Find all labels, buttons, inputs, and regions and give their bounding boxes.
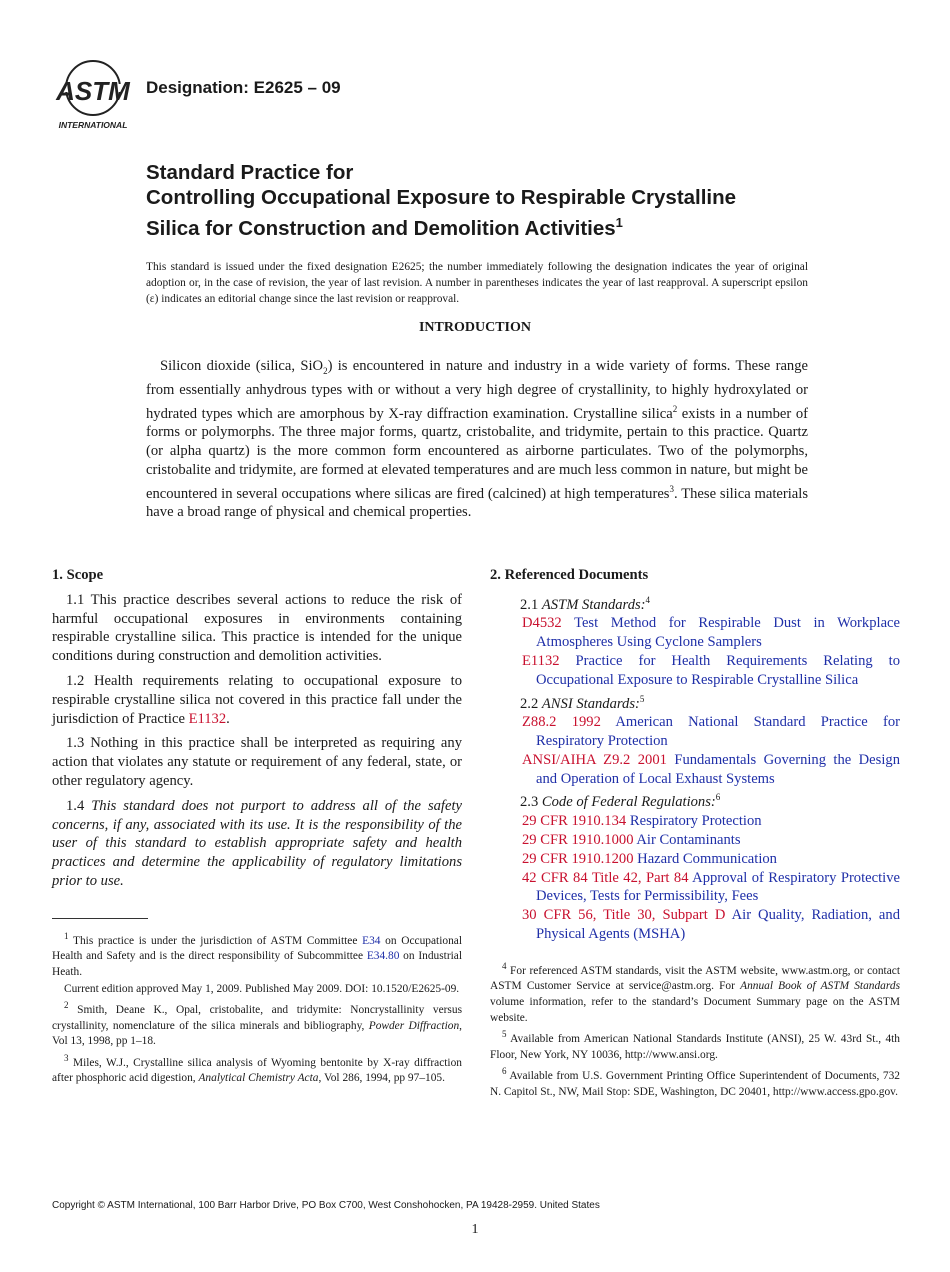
footnote-2 bbox=[52, 998, 462, 1050]
link-e34-80[interactable]: E34.80 bbox=[366, 950, 400, 963]
reference-code[interactable]: 29 CFR 1910.134 bbox=[522, 813, 627, 830]
scope-1-1: 1.1 This practice describes several actions to reduce the risk of harmful occupational exposures in environments containing respirable crystalline silica. This practice is intended for the unique conditions during construction and demolition activities. bbox=[52, 591, 462, 665]
cfr-sup: 6 bbox=[715, 792, 721, 803]
cfr-heading bbox=[506, 788, 900, 812]
astm-logo-graphic bbox=[52, 58, 134, 132]
fn1-b: on Occupational Health and Safety and is the direct responsibility of Subcommittee bbox=[52, 934, 462, 963]
title-line-3-text: Silica for Construction and Demolition Activities bbox=[146, 216, 616, 240]
fn6-text: Available from U.S. Government Printing Office Superintendent of Documents, 732 N. Capitol St., NW, Mail Stop: SDE, Washington, DC 20401, http://www.access.gpo.gov. bbox=[490, 1069, 900, 1098]
astm-standards-heading bbox=[506, 591, 900, 615]
document-title bbox=[146, 160, 846, 241]
intro-sub-2: 2 bbox=[323, 365, 328, 376]
reference-code[interactable]: 29 CFR 1910.1200 bbox=[522, 850, 634, 867]
introduction-text bbox=[146, 357, 808, 522]
reference-title[interactable]: Respiratory Protection bbox=[629, 813, 762, 830]
designation: Designation: E2625 – 09 bbox=[146, 78, 341, 97]
footnote-4 bbox=[490, 959, 900, 1026]
fn2-ital: Powder Diffraction bbox=[368, 1019, 460, 1032]
reference-title[interactable]: Air Contaminants bbox=[636, 831, 741, 848]
introduction-heading: INTRODUCTION bbox=[418, 320, 531, 335]
link-e1132[interactable]: E1132 bbox=[188, 710, 227, 727]
intro-part-3: exists in a number of forms or polymorphs. The three major forms, quartz, cristobalite, and tridymite, pertain to this practice. Quartz (or alpha quartz) is the more common form encountered as airborne particulates. Two of the polymorphs, cristobalite and tridymite, are formed at elevated temperatures and are much less common in nature, but might be encountered in several occupations where silicas are fired (calcined) at high temperatures bbox=[146, 405, 808, 502]
fn3-b: , Vol 286, 1994, pp 97–105. bbox=[318, 1072, 445, 1085]
astm-logo bbox=[52, 58, 134, 132]
reference-code[interactable]: 30 CFR 56, Title 30, Subpart D bbox=[522, 907, 726, 924]
footnotes-left bbox=[52, 929, 462, 1088]
scope-1-3: 1.3 Nothing in this practice shall be interpreted as requiring any action that violates any statute or requirement of any federal, state, or other regulatory agency. bbox=[52, 735, 462, 789]
cfr-num: 2.3 bbox=[520, 794, 542, 811]
reference-title[interactable]: Approval of Respiratory Protective Devices, Tests for Permissibility, Fees bbox=[536, 869, 900, 905]
reference-title[interactable]: Practice for Health Requirements Relating to Occupational Exposure to Respirable Crystalline Silica bbox=[536, 653, 900, 688]
ansi-label: ANSI Standards: bbox=[541, 695, 640, 712]
intro-part-4: . These silica materials have a broad range of physical and chemical properties. bbox=[146, 485, 809, 521]
astm-sup: 4 bbox=[645, 594, 651, 605]
scope-1-2-end: . bbox=[226, 710, 230, 727]
reference-code[interactable]: ANSI/AIHA Z9.2 2001 bbox=[522, 751, 667, 768]
footnote-3 bbox=[52, 1051, 462, 1087]
reference-title[interactable]: American National Standard Practice for Respiratory Protection bbox=[536, 714, 900, 750]
reference-item[interactable] bbox=[506, 850, 900, 869]
reference-item[interactable] bbox=[506, 831, 900, 850]
ansi-standards-heading bbox=[506, 690, 900, 714]
scope-1-4-text: This standard does not purport to address all of the safety concerns, if any, associated with its use. It is the responsibility of the user of this standard to establish appropriate safety and health practices and determine the applicability of regulatory limitations prior to use. bbox=[52, 797, 462, 889]
reference-item[interactable] bbox=[506, 869, 900, 907]
reference-code[interactable]: 29 CFR 1910.1000 bbox=[522, 831, 634, 848]
reference-item[interactable] bbox=[506, 751, 900, 789]
footnote-1 bbox=[52, 929, 462, 981]
referenced-heading: 2. Referenced Documents bbox=[490, 567, 649, 583]
reference-title[interactable]: Air Quality, Radiation, and Physical Agents (MSHA) bbox=[536, 907, 900, 942]
fn2-a: Smith, Deane K., Opal, cristobalite, and tridymite: Noncrystallinity versus crystallinity, nomenclature of the silica minerals and bibliography, bbox=[52, 1003, 462, 1032]
reference-code[interactable]: D4532 bbox=[522, 615, 562, 632]
footnote-5 bbox=[490, 1027, 900, 1063]
footnotes-right bbox=[490, 959, 900, 1101]
scope-1-4-num: 1.4 bbox=[66, 797, 92, 814]
footnote-6 bbox=[490, 1064, 900, 1100]
ansi-sup: 5 bbox=[639, 693, 645, 704]
fn4-mark: 4 bbox=[502, 961, 507, 971]
scope-heading: 1. Scope bbox=[52, 567, 104, 583]
fn3-ital: Analytical Chemistry Acta bbox=[198, 1072, 319, 1085]
reference-code[interactable]: Z88.2 1992 bbox=[522, 714, 601, 731]
astm-label: ASTM Standards: bbox=[541, 596, 646, 613]
fn6-mark: 6 bbox=[502, 1066, 507, 1077]
scope-1-2-text: 1.2 Health requirements relating to occupational exposure to respirable crystalline silica not covered in this practice fall under the jurisdiction of Practice bbox=[52, 672, 462, 727]
intro-part-1: Silicon dioxide (silica, SiO bbox=[160, 358, 324, 374]
astm-num: 2.1 bbox=[520, 596, 542, 613]
cfr-label: Code of Federal Regulations: bbox=[541, 794, 716, 811]
logo-subtext: INTERNATIONAL bbox=[58, 120, 128, 130]
reference-item[interactable] bbox=[506, 652, 900, 690]
logo-text: ASTM bbox=[56, 76, 130, 106]
fn1-mark: 1 bbox=[64, 931, 69, 941]
intro-sup-3: 3 bbox=[669, 483, 674, 494]
fn2-mark: 2 bbox=[64, 1000, 69, 1011]
referenced-documents-section bbox=[490, 566, 900, 944]
copyright-notice: Copyright © ASTM International, 100 Barr Harbor Drive, PO Box C700, West Conshohocken, PA 19428-2959. United States bbox=[52, 1200, 600, 1211]
reference-title[interactable]: Hazard Communication bbox=[637, 850, 777, 867]
reference-item[interactable] bbox=[506, 614, 900, 652]
fn5-text: Available from American National Standards Institute (ANSI), 25 W. 43rd St., 4th Floor, New York, NY 10036, http://www.ansi.org. bbox=[490, 1032, 900, 1061]
footnote-rule bbox=[52, 918, 148, 919]
link-e34[interactable]: E34 bbox=[362, 934, 381, 947]
fn1-a: This practice is under the jurisdiction of ASTM Committee bbox=[68, 934, 363, 947]
title-line-3 bbox=[146, 210, 846, 241]
reference-title[interactable]: Fundamentals Governing the Design and Operation of Local Exhaust Systems bbox=[536, 751, 900, 787]
scope-1-4 bbox=[52, 797, 462, 891]
reference-title[interactable]: Test Method for Respirable Dust in Workplace Atmospheres Using Cyclone Samplers bbox=[536, 615, 900, 651]
ansi-num: 2.2 bbox=[520, 695, 542, 712]
fn4-b: volume information, refer to the standard’s Document Summary page on the ASTM website. bbox=[490, 995, 900, 1024]
fn4-a: For referenced ASTM standards, visit the ASTM website, www.astm.org, or contact ASTM Customer Service at service@astm.org. For bbox=[490, 964, 900, 993]
fn3-a: Miles, W.J., Crystalline silica analysis of Wyoming bentonite by X-ray diffraction after phosphoric acid digestion, bbox=[52, 1056, 462, 1085]
intro-part-2: ) is encountered in nature and industry in a wide variety of forms. These range from essentially anhydrous types with or without a very high degree of crystallinity, to highly hydroxylated or hydrated types which are amorphous by X-ray diffraction examination. Crystalline silica bbox=[146, 358, 808, 422]
reference-item[interactable] bbox=[506, 906, 900, 944]
fn3-mark: 3 bbox=[64, 1052, 69, 1063]
page-number: 1 bbox=[471, 1222, 479, 1237]
reference-item[interactable] bbox=[506, 812, 900, 831]
footnote-edition: Current edition approved May 1, 2009. Published May 2009. DOI: 10.1520/E2625-09. bbox=[64, 982, 460, 995]
reference-code[interactable]: E1132 bbox=[522, 653, 560, 670]
reference-item[interactable] bbox=[506, 713, 900, 751]
scope-1-2 bbox=[52, 672, 462, 728]
intro-sup-2: 2 bbox=[672, 403, 678, 414]
title-line-1: Standard Practice for bbox=[146, 161, 354, 184]
fn4-ital: Annual Book of ASTM Standards bbox=[740, 980, 901, 993]
fn5-mark: 5 bbox=[502, 1029, 507, 1040]
issue-note: This standard is issued under the fixed designation E2625; the number immediately following the designation indicates the year of original adoption or, in the case of revision, the year of last revision. A number in parentheses indicates the year of last reapproval. A superscript epsilon (ε) indicates an editorial change since the last revision or reapproval. bbox=[146, 261, 808, 305]
scope-section bbox=[52, 566, 462, 897]
fn1-c: on Industrial Heath. bbox=[52, 950, 462, 978]
title-line-2: Controlling Occupational Exposure to Respirable Crystalline bbox=[146, 186, 737, 209]
reference-code[interactable]: 42 CFR 84 Title 42, Part 84 bbox=[522, 869, 689, 886]
fn2-b: , Vol 13, 1998, pp 1–18. bbox=[52, 1019, 463, 1048]
title-footnote-mark: 1 bbox=[615, 215, 623, 230]
